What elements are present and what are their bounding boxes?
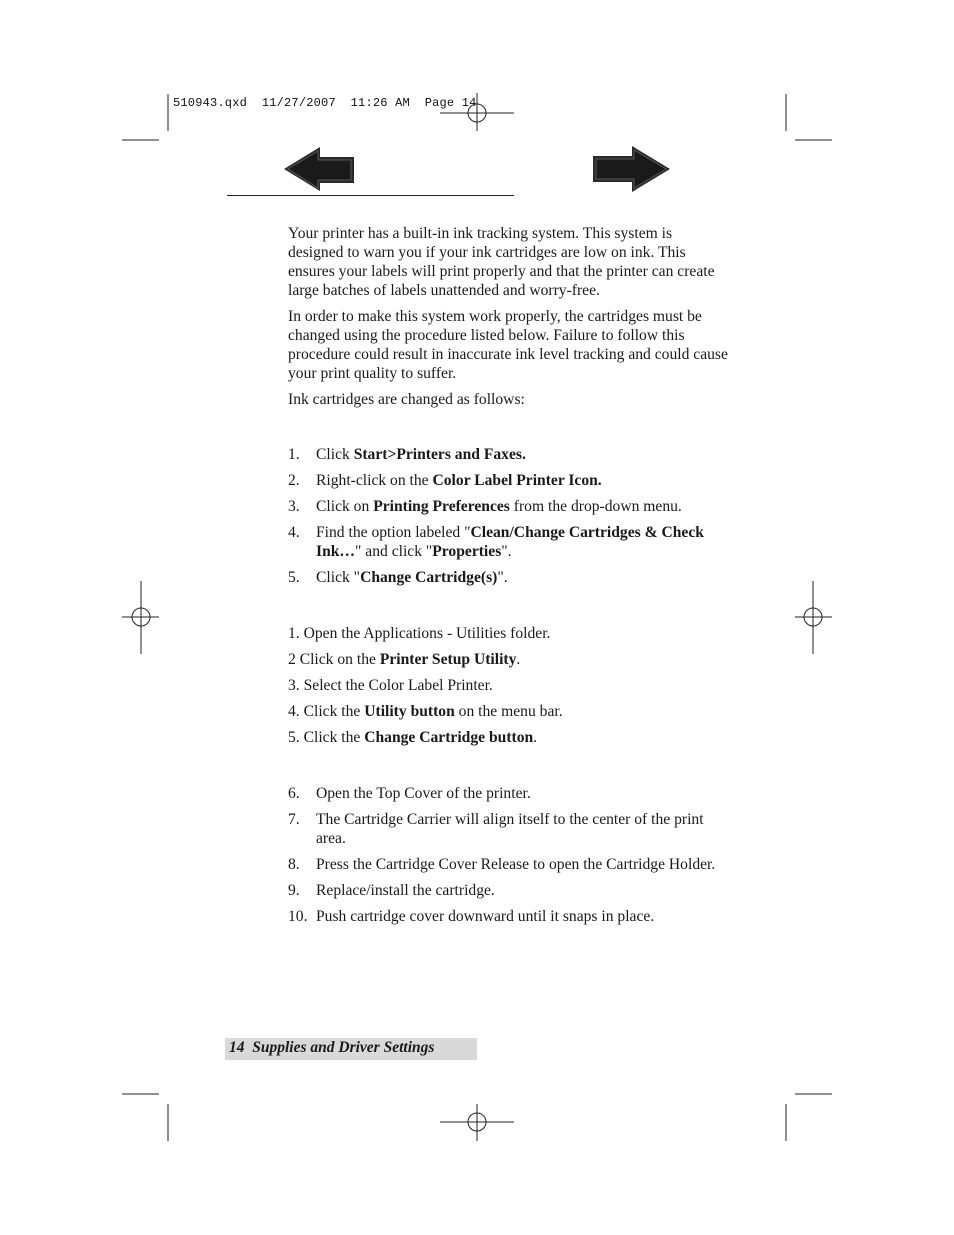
page-number: 14	[229, 1039, 245, 1056]
list-item: 10. Push cartridge cover downward until it snaps in place.	[288, 908, 655, 925]
list-item: 1. Open the Applications - Utilities folder.	[288, 625, 551, 642]
page-content	[288, 224, 728, 933]
list-item: 2 Click on the Printer Setup Utility.	[288, 651, 521, 668]
list-item: 5. Click "Change Cartridge(s)".	[288, 569, 508, 586]
list-item: 4. Find the option labeled "Clean/Change Cartridges & Check Ink…" and click "Properties".	[288, 524, 704, 560]
list-item: 6. Open the Top Cover of the printer.	[288, 785, 531, 802]
registration-mark-top	[440, 93, 514, 131]
registration-mark-right	[795, 581, 832, 654]
slug-date: 11/27/2007	[261, 96, 336, 110]
slug-page: Page 14	[424, 96, 477, 110]
final-steps-list	[288, 784, 728, 926]
list-item: 8. Press the Cartridge Cover Release to open the Cartridge Holder.	[288, 856, 716, 873]
steps-lead: Ink cartridges are changed as follows:	[288, 391, 525, 408]
list-item: 9. Replace/install the cartridge.	[288, 882, 495, 899]
list-item: 3. Click on Printing Preferences from the drop-down menu.	[288, 498, 682, 515]
intro-paragraph: Your printer has a built-in ink tracking system. This system is designed to warn you if your ink cartridges are low on ink. This ensures your labels will print properly and that the printer can create large batches of labels unattended and worry-free.	[288, 225, 715, 299]
slug-time: 11:26 AM	[350, 96, 410, 110]
left-arrow-icon	[282, 146, 356, 192]
list-item: 2. Right-click on the Color Label Printer Icon.	[288, 472, 602, 489]
list-item: 3. Select the Color Label Printer.	[288, 677, 493, 694]
procedure-paragraph: In order to make this system work properly, the cartridges must be changed using the procedure listed below. Failure to follow this procedure could result in inaccurate ink level tracking and could cause your print quality to suffer.	[288, 308, 728, 382]
mac-steps-list	[288, 624, 728, 747]
list-item: 5. Click the Change Cartridge button.	[288, 729, 538, 746]
windows-steps-list	[288, 445, 728, 587]
registration-mark-bottom	[440, 1104, 514, 1141]
previous-page-button[interactable]	[282, 146, 356, 192]
registration-mark-left	[122, 581, 159, 654]
slug-filename: 510943.qxd	[173, 96, 248, 110]
header-rule	[227, 195, 514, 196]
section-title: Supplies and Driver Settings	[252, 1039, 435, 1056]
next-page-button[interactable]	[592, 145, 672, 193]
list-item: 4. Click the Utility button on the menu bar.	[288, 703, 563, 720]
list-item: 7. The Cartridge Carrier will align itself to the center of the print area.	[288, 811, 704, 847]
right-arrow-icon	[592, 145, 672, 193]
footer	[229, 1039, 434, 1057]
list-item: 1. Click Start>Printers and Faxes.	[288, 446, 526, 463]
